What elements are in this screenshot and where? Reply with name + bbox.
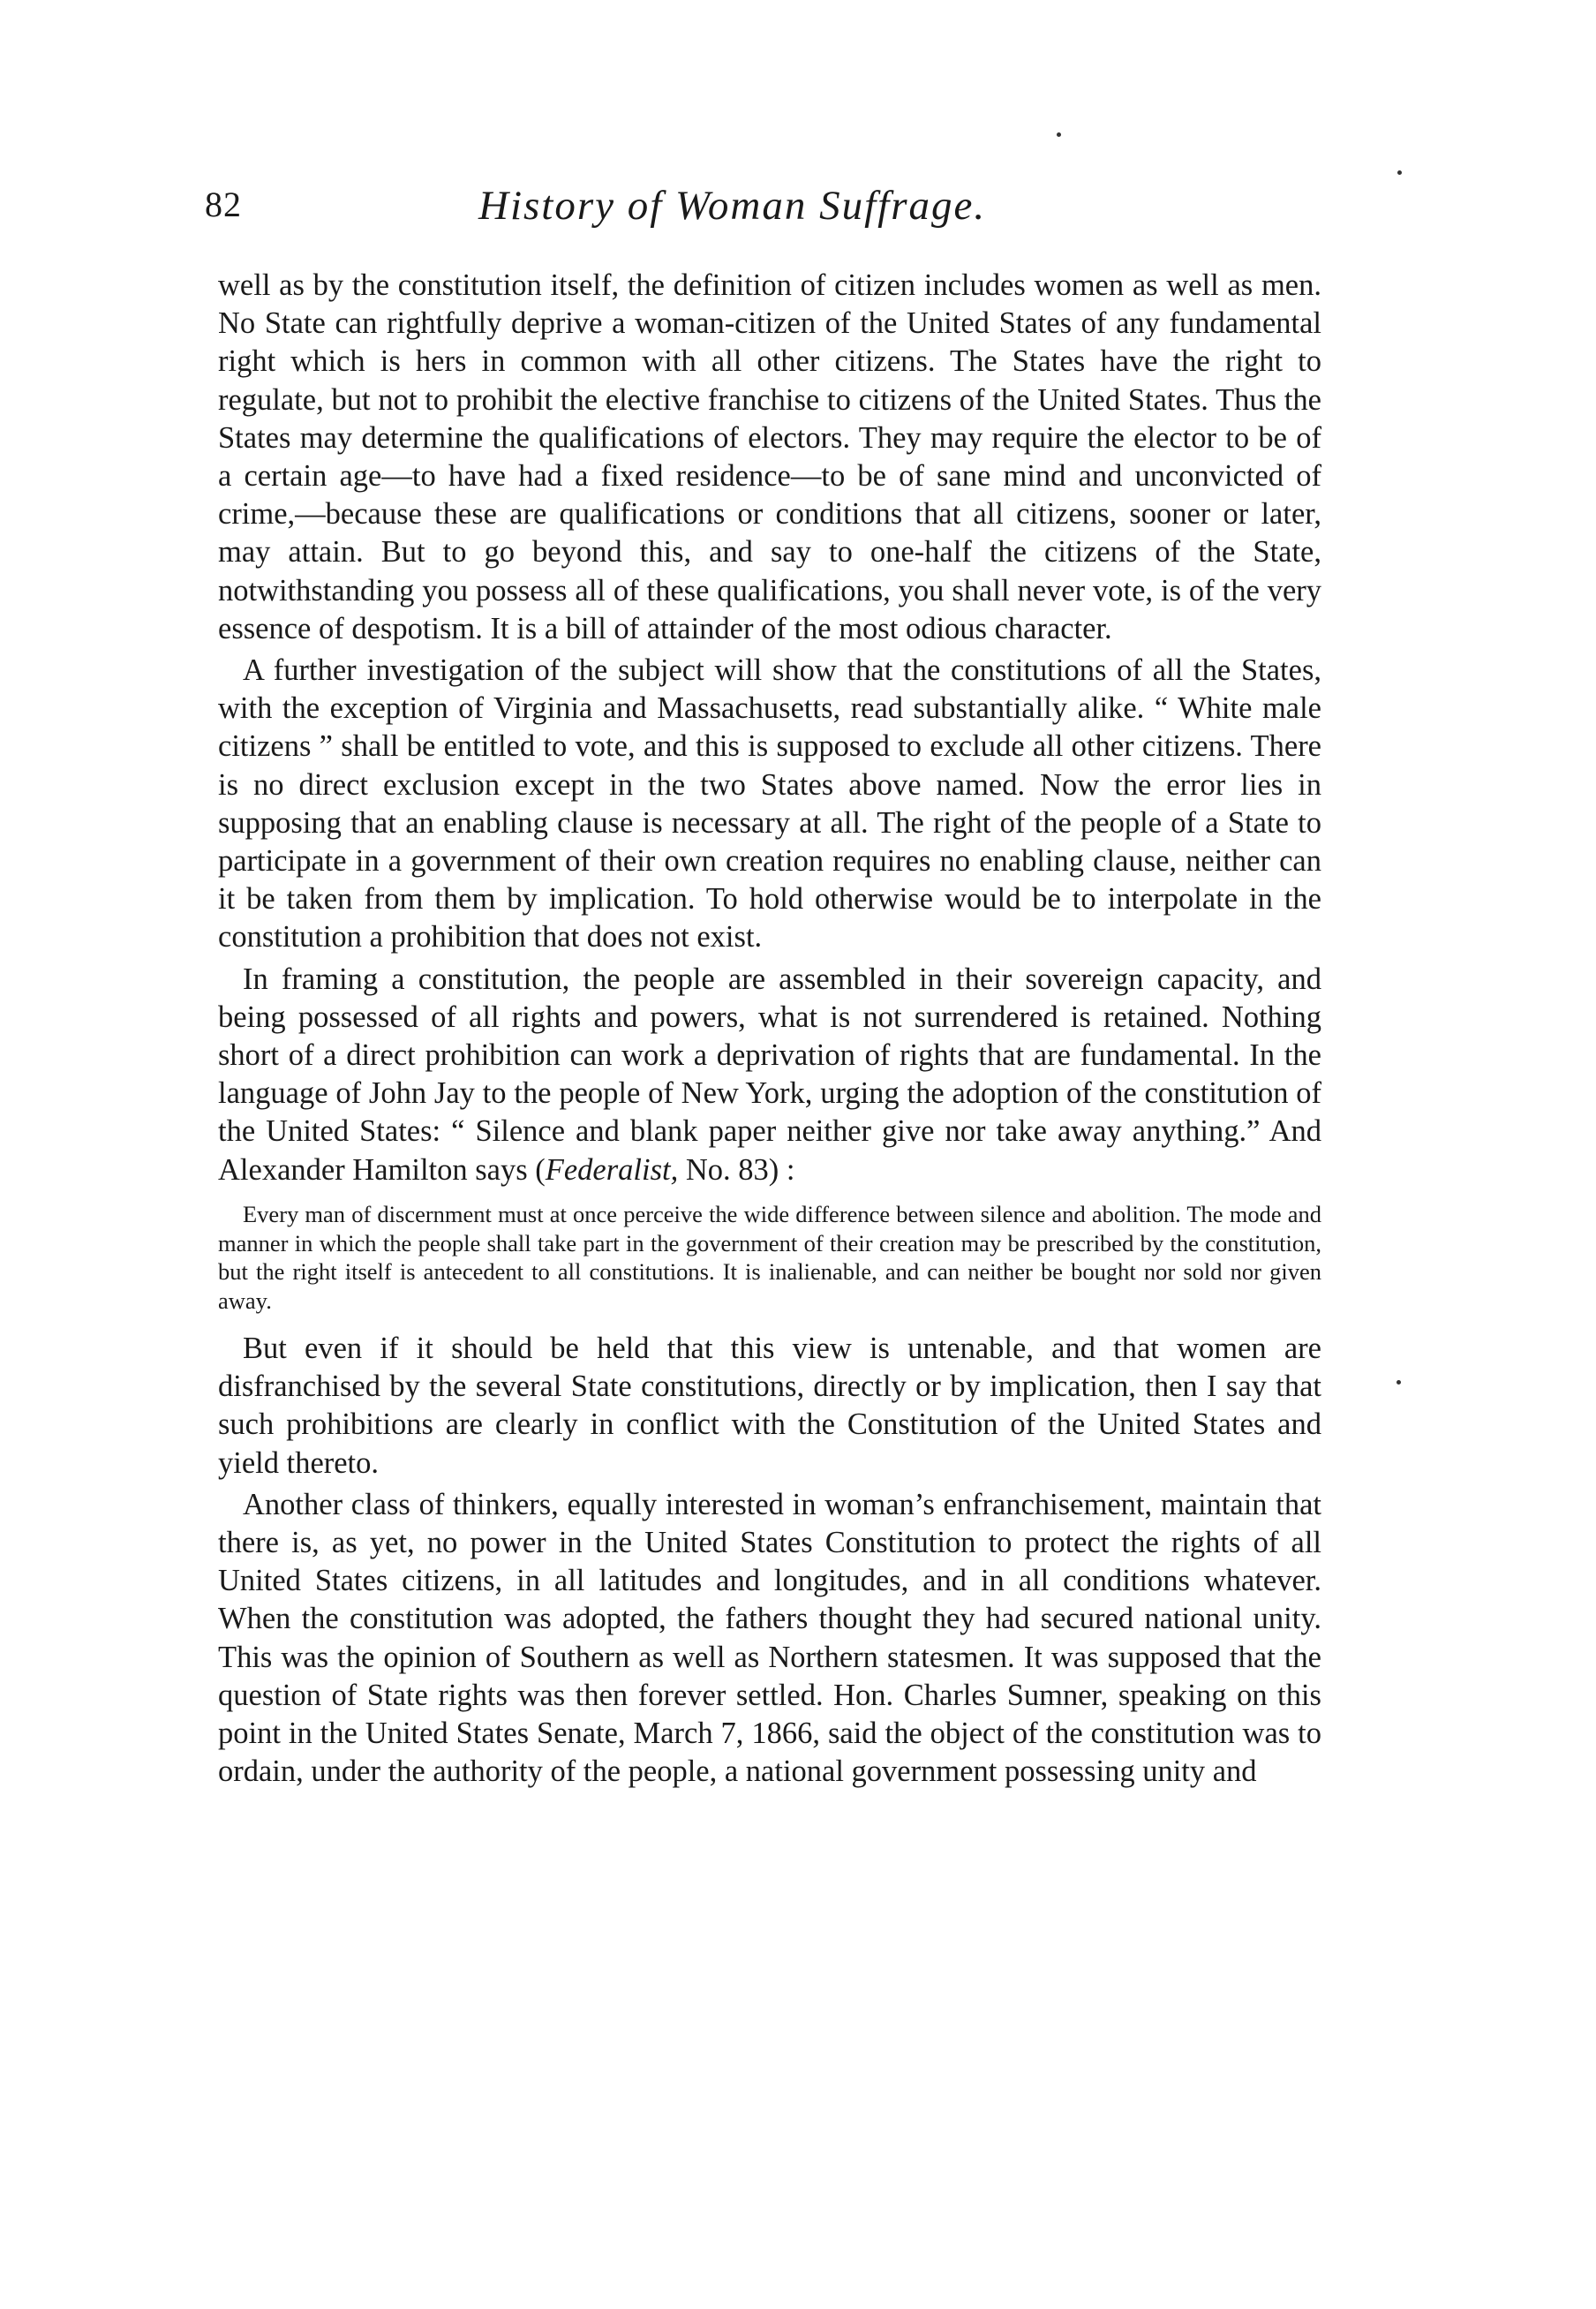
paragraph-another-class: Another class of thinkers, equally interested in woman’s enfranchisement, maintain that there is, as yet, no power in the United States Constitution to protect the rights of all United States citizens, in all latitudes and longitudes, and in all conditions whatever. When the constitution was adopted, the fathers thought they had secured national unity. This was the opinion of Southern as well as Northern statesmen. It was supposed that the question of State rights was then forever settled. Hon. Charles Sumner, speaking on this point in the United States Senate, March 7, 1866, said the object of the constitution was to ordain, under the authority of the people, a national government possessing unity and — [218, 1487, 1321, 1789]
paragraph-text-end: No. 83) : — [678, 1152, 795, 1187]
page-number: 82 — [205, 185, 242, 224]
print-speck — [1396, 1380, 1401, 1385]
paragraph-constitutions: A further investigation of the subject will show that the constitutions of all the States, with the exception of Virginia and Massachusetts, read substantially alike. “ White male citizens ” shall be entitled to vote, and this is supposed to exclude all other citizens. There is no direct exclusion except in the two States above named. Now the error lies in supposing that an enabling clause is necessary at all. The right of the people of a State to participate in a government of their own creation requires no enabling clause, neither can it be taken from them by implication. To hold otherwise would be to interpolate in the constitution a prohibition that does not exist. — [218, 653, 1321, 955]
running-title: History of Woman Suffrage. — [478, 183, 987, 229]
citation-federalist: Federalist, — [545, 1152, 679, 1187]
paragraph-continuation: well as by the constitution itself, the definition of citizen includes women as well as men. No State can rightfully deprive a woman-citizen of the United States of any fundamental right which is hers in common with all other citizens. The States have the right to regulate, but not to prohibit the elective franchise to citizens of the United States. Thus the States may determine the qualifications of electors. They may require the elector to be of a certain age—to have had a fixed residence—to be of sane mind and unconvicted of crime,—because these are qualifications or conditions that all citizens, sooner or later, may attain. But to go beyond this, and say to one-half the citizens of the State, notwithstanding you possess all of these qualifications, you shall never vote, is of the very essence of despotism. It is a bill of attainder of the most odious character. — [218, 268, 1321, 645]
print-speck — [1057, 132, 1061, 137]
paragraph-framing-constitution — [218, 961, 1321, 1189]
body-text — [218, 267, 1321, 1792]
page-header — [205, 184, 1326, 237]
paragraph-untenable-view: But even if it should be held that this view is untenable, and that women are disfranchised by the several State constitutions, directly or by implication, then I say that such prohibitions are clearly in conflict with the Constitution of the United States and yield thereto. — [218, 1332, 1321, 1480]
paragraph-text: In framing a constitution, the people are assembled in their sovereign capacity, and being possessed of all rights and powers, what is not surrendered is retained. Nothing short of a direct prohibition can work a deprivation of rights that are fundamental. In the language of John Jay to the people of New York, urging the adoption of the constitution of the United States: “ Silence and blank paper neither give nor take away anything.” And Alexander Hamilton says ( — [218, 962, 1321, 1187]
print-speck — [1397, 170, 1402, 175]
block-quote-hamilton: Every man of discernment must at once perceive the wide difference between silence and abolition. The mode and manner in which the people shall take part in the government of their creation may be prescribed by the constitution, but the right itself is antecedent to all constitutions. It is inalienable, and can neither be bought nor sold nor given away. — [218, 1200, 1321, 1315]
